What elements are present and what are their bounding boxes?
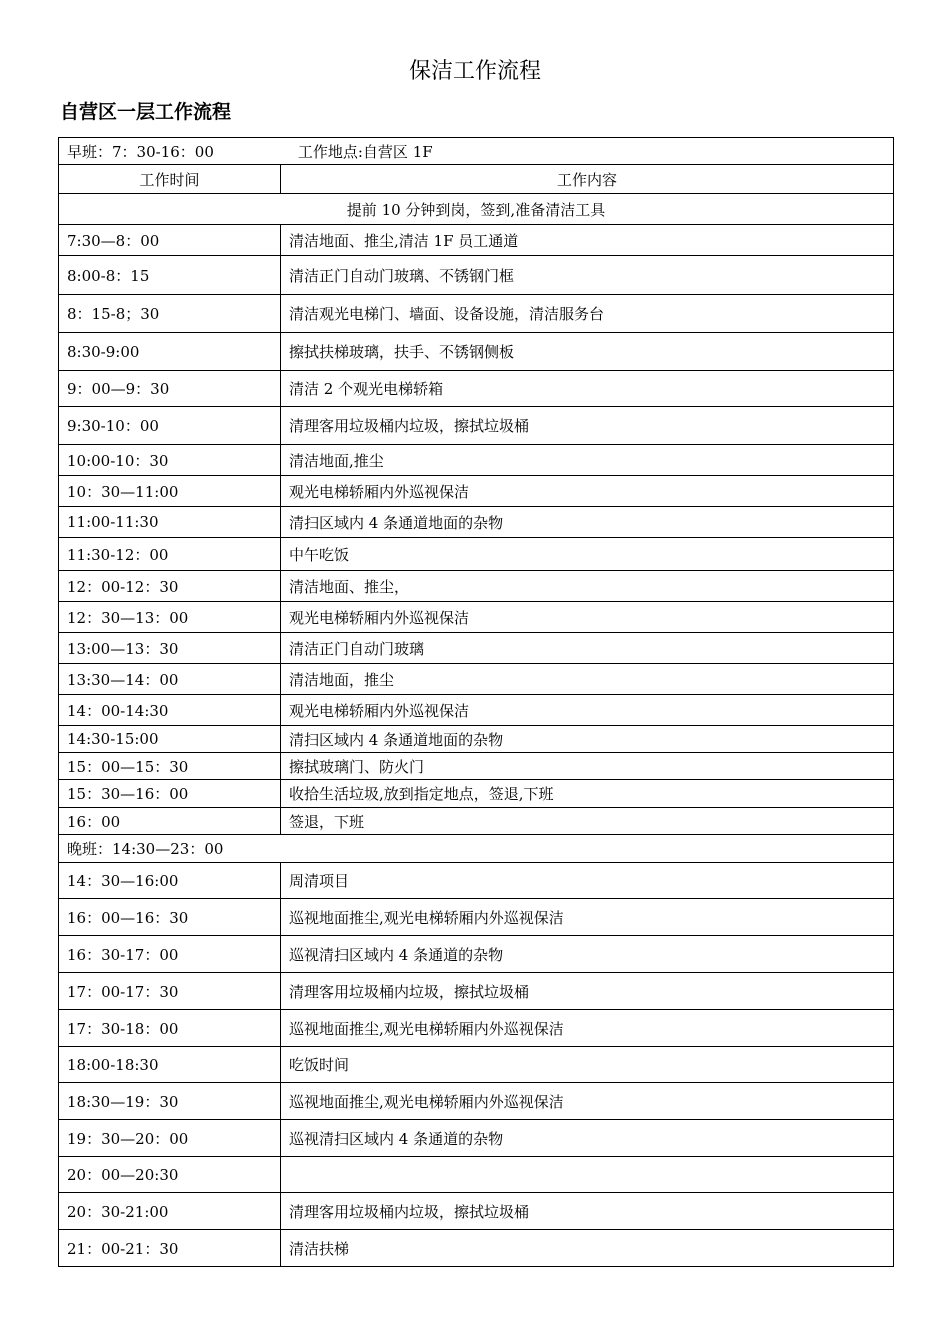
task-cell: 收拾生活垃圾,放到指定地点，签退,下班 bbox=[281, 780, 894, 808]
task-cell: 清洁地面、推尘， bbox=[281, 571, 894, 602]
table-row bbox=[59, 936, 894, 973]
task-cell: 擦拭玻璃门、防火门 bbox=[281, 753, 894, 780]
table-row bbox=[59, 602, 894, 633]
task-cell: 清理客用垃圾桶内垃圾，擦拭垃圾桶 bbox=[281, 407, 894, 445]
task-cell: 清洁地面、推尘,清洁 1F 员工通道 bbox=[281, 225, 894, 256]
time-cell: 19：30—20：00 bbox=[59, 1120, 281, 1157]
morning-shift-cell bbox=[59, 138, 894, 165]
table-row bbox=[59, 1047, 894, 1083]
time-cell: 8:00-8：15 bbox=[59, 256, 281, 295]
time-cell: 12：00-12：30 bbox=[59, 571, 281, 602]
task-cell: 中午吃饭 bbox=[281, 538, 894, 571]
table-row bbox=[59, 1010, 894, 1047]
table-row bbox=[59, 664, 894, 695]
time-cell: 18:30—19：30 bbox=[59, 1083, 281, 1120]
header-content: 工作内容 bbox=[281, 165, 894, 194]
task-cell: 清洁观光电梯门、墙面、设备设施，清洁服务台 bbox=[281, 295, 894, 333]
time-cell: 13:30—14：00 bbox=[59, 664, 281, 695]
time-cell: 17：00-17：30 bbox=[59, 973, 281, 1010]
section-title: 自营区一层工作流程 bbox=[60, 101, 232, 123]
time-cell: 14：00-14:30 bbox=[59, 695, 281, 726]
time-cell: 17：30-18：00 bbox=[59, 1010, 281, 1047]
table-row bbox=[59, 633, 894, 664]
time-cell: 16：30-17：00 bbox=[59, 936, 281, 973]
table-row bbox=[59, 726, 894, 753]
table-row bbox=[59, 507, 894, 538]
time-cell: 15：30—16：00 bbox=[59, 780, 281, 808]
time-cell: 13:00—13：30 bbox=[59, 633, 281, 664]
time-cell: 8:30-9:00 bbox=[59, 333, 281, 371]
time-cell: 20：00—20:30 bbox=[59, 1157, 281, 1193]
morning-shift-row bbox=[59, 138, 894, 165]
task-cell: 巡视清扫区域内 4 条通道的杂物 bbox=[281, 1120, 894, 1157]
intro-row bbox=[59, 194, 894, 225]
time-cell: 20：30-21:00 bbox=[59, 1193, 281, 1230]
time-cell: 14：30—16:00 bbox=[59, 863, 281, 899]
table-row bbox=[59, 1193, 894, 1230]
schedule-table bbox=[58, 137, 894, 1267]
task-cell bbox=[281, 1157, 894, 1193]
time-cell: 21：00-21：30 bbox=[59, 1230, 281, 1267]
task-cell: 巡视地面推尘,观光电梯轿厢内外巡视保洁 bbox=[281, 1083, 894, 1120]
header-time: 工作时间 bbox=[59, 165, 281, 194]
task-cell: 清洁扶梯 bbox=[281, 1230, 894, 1267]
task-cell: 清扫区域内 4 条通道地面的杂物 bbox=[281, 726, 894, 753]
intro-cell: 提前 10 分钟到岗，签到,准备清洁工具 bbox=[59, 194, 894, 225]
table-row bbox=[59, 571, 894, 602]
task-cell: 巡视清扫区域内 4 条通道的杂物 bbox=[281, 936, 894, 973]
task-cell: 周清项目 bbox=[281, 863, 894, 899]
time-cell: 11:00-11:30 bbox=[59, 507, 281, 538]
time-cell: 7:30—8：00 bbox=[59, 225, 281, 256]
task-cell: 巡视地面推尘,观光电梯轿厢内外巡视保洁 bbox=[281, 1010, 894, 1047]
task-cell: 擦拭扶梯玻璃，扶手、不锈钢侧板 bbox=[281, 333, 894, 371]
work-location-label: 工作地点:自营区 1F bbox=[297, 142, 433, 161]
time-cell: 16：00 bbox=[59, 808, 281, 835]
task-cell: 清洁正门自动门玻璃、不锈钢门框 bbox=[281, 256, 894, 295]
time-cell: 9：00—9：30 bbox=[59, 371, 281, 407]
table-row bbox=[59, 1083, 894, 1120]
table-row bbox=[59, 407, 894, 445]
document-title: 保洁工作流程 bbox=[408, 59, 541, 84]
table-row bbox=[59, 1120, 894, 1157]
task-cell: 清理客用垃圾桶内垃圾，擦拭垃圾桶 bbox=[281, 973, 894, 1010]
table-row bbox=[59, 225, 894, 256]
table-row bbox=[59, 476, 894, 507]
table-row bbox=[59, 1157, 894, 1193]
task-cell: 观光电梯轿厢内外巡视保洁 bbox=[281, 476, 894, 507]
table-row bbox=[59, 808, 894, 835]
table-row bbox=[59, 695, 894, 726]
task-cell: 清洁地面，推尘 bbox=[281, 664, 894, 695]
table-row bbox=[59, 1230, 894, 1267]
task-cell: 清扫区域内 4 条通道地面的杂物 bbox=[281, 507, 894, 538]
table-row bbox=[59, 780, 894, 808]
evening-shift-row bbox=[59, 835, 894, 863]
time-cell: 9:30-10：00 bbox=[59, 407, 281, 445]
time-cell: 12：30—13：00 bbox=[59, 602, 281, 633]
task-cell: 清洁正门自动门玻璃 bbox=[281, 633, 894, 664]
table-row bbox=[59, 333, 894, 371]
task-cell: 观光电梯轿厢内外巡视保洁 bbox=[281, 695, 894, 726]
task-cell: 清理客用垃圾桶内垃圾，擦拭垃圾桶 bbox=[281, 1193, 894, 1230]
table-row bbox=[59, 899, 894, 936]
table-row bbox=[59, 371, 894, 407]
table-row bbox=[59, 256, 894, 295]
task-cell: 吃饭时间 bbox=[281, 1047, 894, 1083]
table-row bbox=[59, 973, 894, 1010]
task-cell: 观光电梯轿厢内外巡视保洁 bbox=[281, 602, 894, 633]
time-cell: 10:00-10：30 bbox=[59, 445, 281, 476]
table-row bbox=[59, 538, 894, 571]
table-row bbox=[59, 295, 894, 333]
time-cell: 14:30-15:00 bbox=[59, 726, 281, 753]
table-row bbox=[59, 863, 894, 899]
header-row bbox=[59, 165, 894, 194]
evening-shift-label: 晚班：14:30—23：00 bbox=[59, 835, 894, 863]
task-cell: 清洁地面,推尘 bbox=[281, 445, 894, 476]
task-cell: 签退，下班 bbox=[281, 808, 894, 835]
time-cell: 10：30—11:00 bbox=[59, 476, 281, 507]
table-row bbox=[59, 445, 894, 476]
morning-shift-label: 早班：7：30-16：00 bbox=[67, 142, 214, 161]
time-cell: 15：00—15：30 bbox=[59, 753, 281, 780]
task-cell: 巡视地面推尘,观光电梯轿厢内外巡视保洁 bbox=[281, 899, 894, 936]
time-cell: 11:30-12：00 bbox=[59, 538, 281, 571]
time-cell: 16：00—16：30 bbox=[59, 899, 281, 936]
time-cell: 18:00-18:30 bbox=[59, 1047, 281, 1083]
table-row bbox=[59, 753, 894, 780]
time-cell: 8：15-8；30 bbox=[59, 295, 281, 333]
task-cell: 清洁 2 个观光电梯轿箱 bbox=[281, 371, 894, 407]
